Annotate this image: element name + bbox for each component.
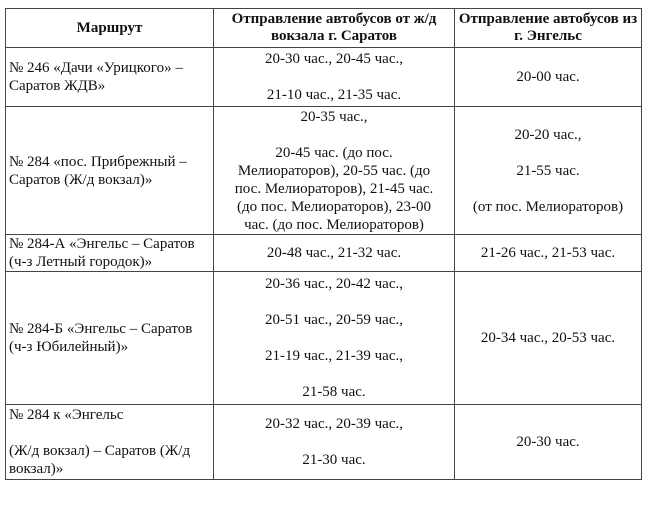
cell-text-line: вокзал)» [9, 461, 64, 477]
cell-text-line: 20-45 час. (до пос. [275, 144, 393, 161]
table-row [6, 235, 642, 272]
route-cell [6, 48, 214, 107]
cell-text-line: Саратов (Ж/д вокзал)» [9, 171, 153, 188]
engels-departure-cell [455, 272, 642, 405]
cell-text-line: № 284 «пос. Прибрежный – [9, 153, 187, 170]
cell-text-line: 20-00 час. [516, 69, 580, 85]
cell-text-line: 21-30 час. [302, 452, 366, 468]
route-cell [6, 235, 214, 272]
line-spacer [217, 329, 451, 347]
cell-text-line: 21-58 час. [302, 384, 366, 400]
line-spacer [458, 180, 638, 198]
cell-text-line: (ч-з Юбилейный)» [9, 339, 129, 355]
cell-text-line: 20-48 час., 21-32 час. [266, 245, 402, 261]
engels-departure-cell [455, 48, 642, 107]
route-cell [6, 405, 214, 480]
cell-text-line: № 284-А «Энгельс – Саратов [9, 236, 195, 252]
header-departure-engels: Отправление автобусов из г. Энгельс [455, 9, 642, 48]
cell-text-line: 20-30 час., 20-45 час., [265, 51, 403, 67]
table-header-row [6, 9, 642, 48]
header-departure-saratov: Отправление автобусов от ж/д вокзала г. Саратов [214, 9, 455, 48]
engels-departure-cell [455, 107, 642, 235]
cell-text-line: Мелиораторов), 20-55 час. (до [237, 162, 431, 179]
route-cell [6, 107, 214, 235]
table-row [6, 272, 642, 405]
cell-text-line: 20-20 час., [514, 126, 582, 143]
line-spacer [217, 365, 451, 383]
line-spacer [458, 144, 638, 162]
cell-text-line: час. (до пос. Мелиораторов) [244, 216, 424, 233]
line-spacer [9, 424, 210, 442]
engels-departure-cell [455, 405, 642, 480]
table-row [6, 107, 642, 235]
bus-schedule-table [5, 8, 642, 480]
table-row [6, 405, 642, 480]
cell-text-line: 21-55 час. [516, 162, 580, 179]
saratov-departure-cell [214, 272, 455, 405]
cell-text-line: № 284-Б «Энгельс – Саратов [9, 321, 193, 337]
cell-text-line: Саратов ЖДВ» [9, 78, 106, 94]
cell-text-line: 21-26 час., 21-53 час. [480, 245, 616, 261]
cell-text-line: № 246 «Дачи «Урицкого» – [9, 60, 183, 76]
saratov-departure-cell [214, 107, 455, 235]
cell-text-line: 20-34 час., 20-53 час. [480, 330, 616, 346]
cell-text-line: пос. Мелиораторов), 21-45 час. [234, 180, 434, 197]
cell-text-line: 20-32 час., 20-39 час., [265, 416, 403, 432]
cell-text-line: (до пос. Мелиораторов), 23-00 [237, 198, 431, 215]
engels-departure-cell [455, 235, 642, 272]
cell-text-line: 20-35 час., [300, 108, 368, 125]
cell-text-line: № 284 к «Энгельс [9, 407, 124, 423]
saratov-departure-cell [214, 48, 455, 107]
cell-text-line: 21-19 час., 21-39 час., [265, 348, 403, 364]
line-spacer [217, 126, 451, 144]
table-row [6, 48, 642, 107]
cell-text-line: (от пос. Мелиораторов) [472, 198, 624, 215]
saratov-departure-cell [214, 235, 455, 272]
cell-text-line: (ч-з Летный городок)» [9, 254, 153, 270]
header-route: Маршрут [6, 9, 214, 48]
cell-text-line: (Ж/д вокзал) – Саратов (Ж/д [9, 443, 191, 459]
cell-text-line: 20-30 час. [516, 434, 580, 450]
line-spacer [217, 433, 451, 451]
line-spacer [217, 293, 451, 311]
cell-text-line: 21-10 час., 21-35 час. [266, 87, 402, 103]
saratov-departure-cell [214, 405, 455, 480]
route-cell [6, 272, 214, 405]
cell-text-line: 20-51 час., 20-59 час., [265, 312, 403, 328]
cell-text-line: 20-36 час., 20-42 час., [265, 276, 403, 292]
line-spacer [217, 68, 451, 86]
